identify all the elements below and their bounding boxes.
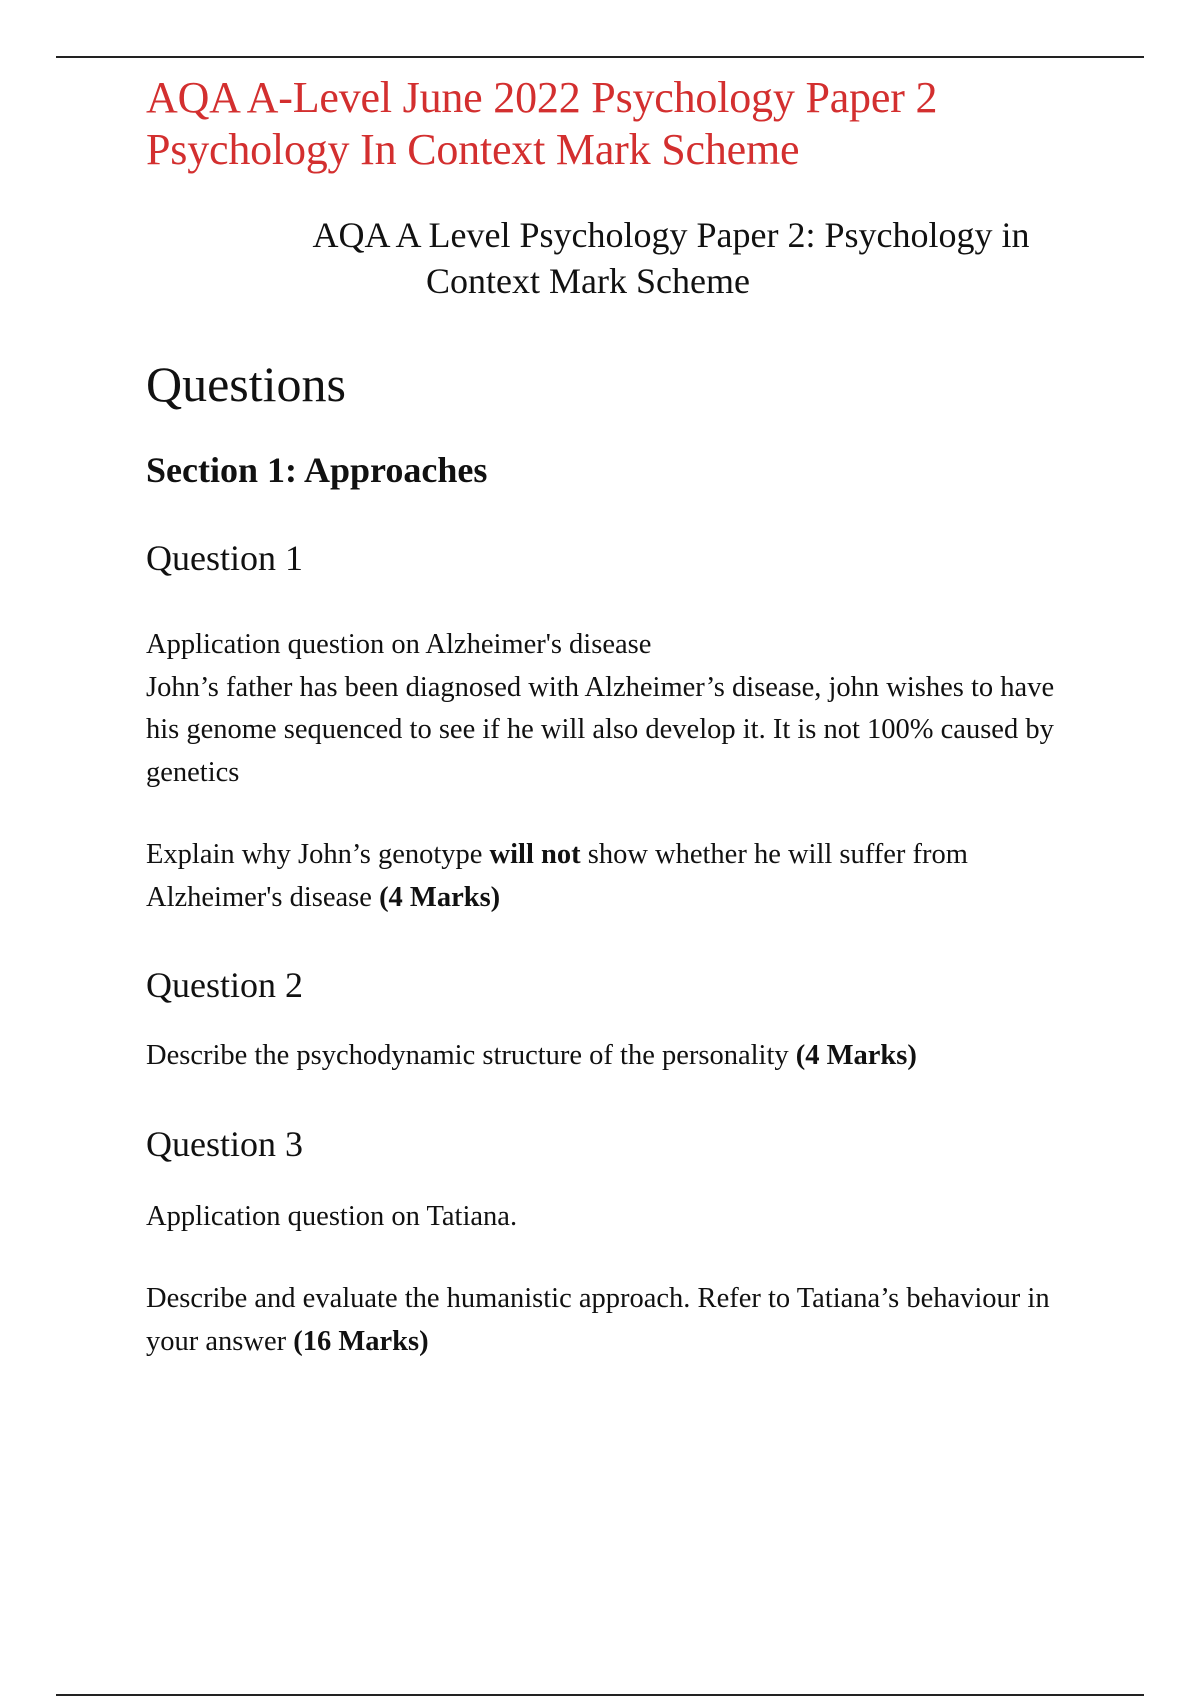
subtitle-line-2: Context Mark Scheme (426, 261, 750, 301)
question-2-heading: Question 2 (146, 965, 303, 1005)
question-1-marks: (4 Marks) (379, 881, 501, 913)
question-3-prompt-text: Describe and evaluate the humanistic approach. Refer to Tatiana’s behaviour in your answer (146, 1283, 1050, 1357)
document-title: AQA A-Level June 2022 Psychology Paper 2 Psychology In Context Mark Scheme (146, 73, 938, 174)
subtitle-line-1: AQA A Level Psychology Paper 2: Psychology in (312, 215, 1030, 255)
question-1-intro: Application question on Alzheimer's disease (146, 629, 652, 660)
bottom-rule (56, 1694, 1144, 1696)
question-1-context: John’s father has been diagnosed with Alzheimer’s disease, john wishes to have his genome sequenced to see if he will also develop it. It is not 100% caused by genetics (146, 671, 1055, 788)
question-1-prompt (146, 834, 1086, 919)
question-1-prompt-emphasis: will not (489, 839, 581, 870)
question-1-heading: Question 1 (146, 538, 303, 578)
question-3-heading: Question 3 (146, 1123, 303, 1164)
question-3-intro: Application question on Tatiana. (146, 1200, 518, 1232)
question-1-prompt-before: Explain why John’s genotype (146, 839, 490, 870)
question-2-prompt-text: Describe the psychodynamic structure of the personality (146, 1040, 796, 1071)
question-3-prompt (146, 1278, 1086, 1363)
question-3-marks: (16 Marks) (293, 1325, 429, 1357)
question-2-marks: (4 Marks) (795, 1040, 917, 1071)
document-page (146, 72, 1086, 1363)
question-2-prompt (146, 1035, 1086, 1078)
questions-heading: Questions (146, 356, 346, 412)
top-rule (56, 56, 1144, 58)
document-subtitle (146, 212, 1086, 304)
question-1-prompt-after: show whether he will suffer from Alzheimer's disease (146, 839, 968, 913)
section-heading: Section 1: Approaches (146, 450, 488, 490)
